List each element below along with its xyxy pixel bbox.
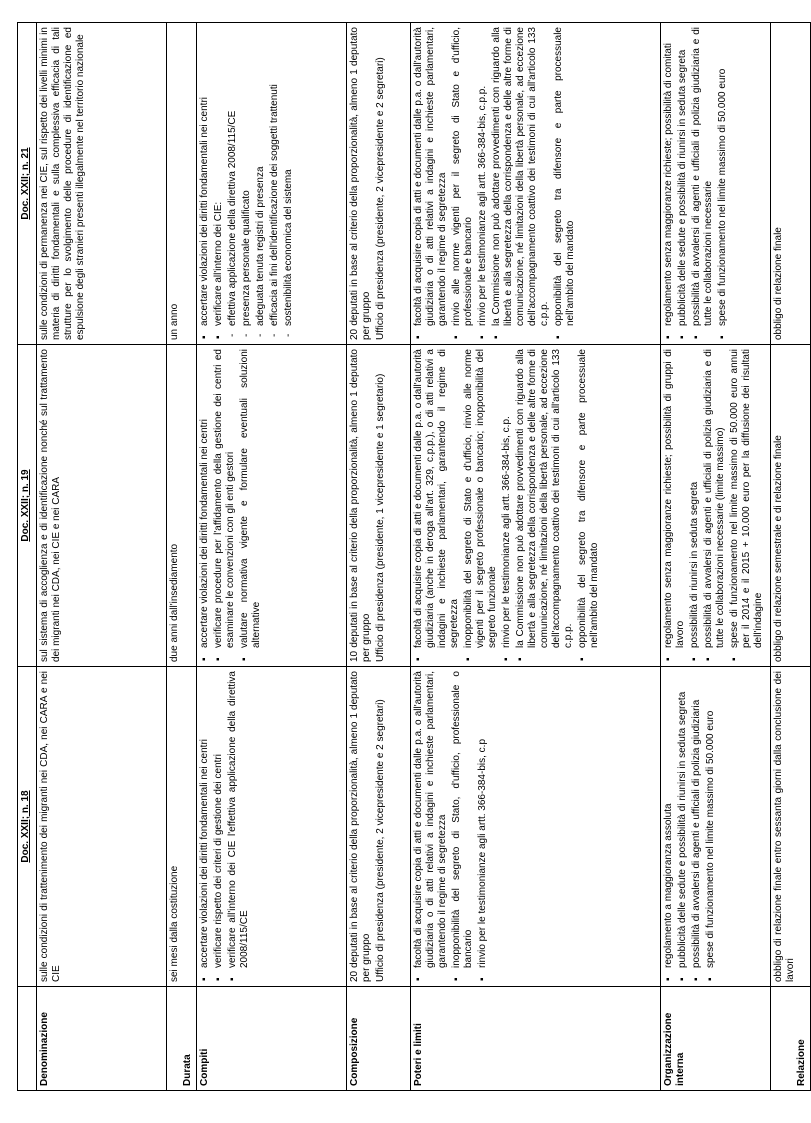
- list-item: ▪ possibilità di avvalersi di agenti e ufficiali di polizia giudiziaria e di tutte le collaborazioni necessarie (limite massimo): [703, 349, 727, 662]
- row-label: Durata: [167, 987, 197, 1091]
- list-item: ▪ opponibilità del segreto tra difensore e parte processuale nell'ambito del mandato: [577, 349, 601, 662]
- list-item: ▪ verificare procedure per l'affidamento della gestione dei centri ed esaminare le convenzioni con gli enti gestori: [213, 349, 237, 662]
- bullet-list: [663, 671, 717, 982]
- list-item: ▪ la Commissione non può adottare provvedimenti con riguardo alla libertà e alla segretezza della corrispondenza e delle altre forme di comunicazione, né limitazioni della libertà personale, ad eccezione dell'accompagnamento coattivo dei testimoni di cui all'articolo 133 c.p.p.: [491, 27, 551, 340]
- header-row: [18, 23, 37, 1091]
- cell-doc-21: obbligo di relazione finale: [771, 23, 811, 345]
- cell-doc-19: [411, 345, 661, 667]
- list-item: ▪ regolamento senza maggioranze richieste; possibilità di gruppi di lavoro: [663, 349, 687, 662]
- cell-doc-18: [411, 667, 661, 987]
- list-item: ▪ verificare all'interno dei CIE l'effettiva applicazione della direttiva 2008/115/CE: [227, 671, 251, 982]
- list-item: ▪ verificare rispetto dei criteri di gestione dei centri: [213, 671, 225, 982]
- list-item: ▪ inopponibilità del segreto di Stato e d'ufficio, rinvio alle norme vigenti per il segreto professionale o bancario; inopponibilità del segreto funzionale: [463, 349, 499, 662]
- sub-list-item: - sostenibilità economica del sistema: [283, 27, 295, 340]
- paragraph: 10 deputati in base al criterio della proporzionalità, almeno 1 deputato per gruppo: [349, 349, 372, 662]
- list-item: ▪ accertare violazioni dei diritti fondamentali nei centri: [199, 27, 211, 340]
- cell-doc-21: [347, 23, 411, 345]
- cell-doc-21: [411, 23, 661, 345]
- list-item: ▪ pubblicità delle sedute e possibilità di riunirsi in seduta segreta: [677, 27, 689, 340]
- paragraph: 20 deputati in base al criterio della proporzionalità, almeno 1 deputato per gruppo: [349, 671, 372, 982]
- list-item: ▪ possibilità di riunirsi in seduta segreta: [689, 349, 701, 662]
- list-item: ▪ la Commissione non può adottare provvedimenti con riguardo alla libertà e alla segretezza della corrispondenza e delle altre forme di comunicazione, né limitazioni della libertà personale, ad eccezione dell'accompagnamento coattivo dei testimoni di cui all'articolo 133 c.p.p.: [515, 349, 575, 662]
- list-item: ▪ facoltà di acquisire copia di atti e documenti dalle p.a. o dall'autorità giudiziaria o di atti relativi a indagini e inchieste parlamentari, garantendo il regime di segretezza: [413, 27, 449, 340]
- list-item: ▪ accertare violazioni dei diritti fondamentali nei centri: [199, 349, 211, 662]
- paragraph: Ufficio di presidenza (presidente, 1 vicepresidente e 1 segretario): [375, 373, 386, 662]
- list-item: ▪ spese di funzionamento nel limite massimo di 50.000 euro: [705, 671, 717, 982]
- list-item: ▪ regolamento a maggioranza assoluta: [663, 671, 675, 982]
- row-label: Relazione: [771, 987, 811, 1091]
- cell-doc-19: obbligo di relazione semestrale e di relazione finale: [771, 345, 811, 667]
- bullet-list: [413, 671, 489, 982]
- row-label: Organizzazione interna: [661, 987, 771, 1091]
- cell-doc-19: [661, 345, 771, 667]
- list-item: ▪ rinvio per le testimonianze agli artt. 366-384-bis, c.p.p.: [477, 27, 489, 340]
- cell-doc-19: [347, 345, 411, 667]
- cell-doc-18: [347, 667, 411, 987]
- bullet-list: [413, 27, 577, 340]
- sub-list-item: - effettiva applicazione della direttiva 2008/115/CE: [227, 27, 239, 340]
- cell-doc-19: [197, 345, 347, 667]
- list-item: ▪ rinvio per le testimonianze agli artt. 366-384-bis, c.p.: [501, 349, 513, 662]
- bullet-list: [663, 27, 729, 340]
- list-item: ▪ regolamento senza maggioranze richieste; possibilità di comitati: [663, 27, 675, 340]
- row-relazione: [771, 23, 811, 1091]
- cell-doc-18: sulle condizioni di trattenimento dei migranti nei CDA, nei CARA e nei CIE: [37, 667, 167, 987]
- list-item: ▪ possibilità di avvalersi di agenti e ufficiali di polizia giudiziaria e di tutte le collaborazioni necessarie: [691, 27, 715, 340]
- row-compiti: [197, 23, 347, 1091]
- cell-doc-18: sei mesi dalla costituzione: [167, 667, 197, 987]
- corner-cell: [18, 987, 37, 1091]
- bullet-list: [413, 349, 601, 662]
- row-organizzazione: [661, 23, 771, 1091]
- list-item: ▪ spese di funzionamento nel limite massimo di 50.000 euro annui per il 2014 e il 2015 + 10.000 euro per la diffusione dei risultati dell'indagine: [729, 349, 765, 662]
- list-item: ▪ opponibilità del segreto tra difensore e parte processuale nell'ambito del mandato: [553, 27, 577, 340]
- comparison-table: [17, 22, 811, 1091]
- row-composizione: [347, 23, 411, 1091]
- list-item: ▪ pubblicità delle sedute e possibilità di riunirsi in seduta segreta: [677, 671, 689, 982]
- list-item: ▪ rinvio per le testimonianze agli artt. 366-384-bis, c.p: [477, 671, 489, 982]
- row-label: Compiti: [197, 987, 347, 1091]
- cell-doc-18: [661, 667, 771, 987]
- cell-doc-21: un anno: [167, 23, 197, 345]
- bullet-list: [199, 27, 225, 340]
- list-item: ▪ rinvio alle norme vigenti per il segreto di Stato e d'ufficio, professionale e bancario: [451, 27, 475, 340]
- list-item: ▪ spese di funzionamento nel limite massimo di 50.000 euro: [717, 27, 729, 340]
- column-header-doc-18: Doc. XXII; n. 18: [18, 667, 37, 987]
- list-item: ▪ valutare normativa vigente e formulare eventuali soluzioni alternative: [239, 349, 263, 662]
- row-poteri: [411, 23, 661, 1091]
- paragraph: Ufficio di presidenza (presidente, 2 vicepresidente e 2 segretari): [375, 57, 386, 340]
- row-label: Denominazione: [37, 987, 167, 1091]
- cell-doc-18: [197, 667, 347, 987]
- column-header-doc-21: Doc. XXII; n. 21: [18, 23, 37, 345]
- sub-list-item: - adeguata tenuta registri di presenza: [255, 27, 267, 340]
- cell-doc-18: obbligo di relazione finale entro sessanta giorni dalla conclusione dei lavori: [771, 667, 811, 987]
- list-item: ▪ verificare all'interno dei CIE:: [213, 27, 225, 340]
- row-durata: [167, 23, 197, 1091]
- list-item: ▪ facoltà di acquisire copia di atti e documenti dalle p.a. o all'autorità giudiziaria o di atti relativi a indagini e inchieste parlamentari, garantendo il regime di segretezza: [413, 671, 449, 982]
- cell-doc-19: sul sistema di accoglienza e di identificazione nonché sul trattamento dei migranti nei CDA, nei CIE e nei CARA: [37, 345, 167, 667]
- list-item: ▪ inopponibilità del segreto di Stato, d'ufficio, professionale o bancario: [451, 671, 475, 982]
- cell-doc-21: sulle condizioni di permanenza nei CIE, sul rispetto dei livelli minimi in materia di diritti fondamentali e sulla complessiva efficacia di tali strutture per lo svolgimento delle procedure di identificazione ed espulsione degli stranieri presenti illegalmente nel territorio nazionale: [37, 23, 167, 345]
- column-header-doc-19: Doc. XXII; n. 19: [18, 345, 37, 667]
- paragraph: Ufficio di presidenza (presidente, 2 vicepresidente e 2 segretari): [375, 699, 386, 982]
- row-denominazione: [37, 23, 167, 1091]
- bullet-list: [663, 349, 765, 662]
- sub-list: [227, 27, 295, 340]
- list-item: ▪ accertare violazioni dei diritti fondamentali nei centri: [199, 671, 211, 982]
- bullet-list: [199, 671, 251, 982]
- list-item: ▪ possibilità di avvalersi di agenti e ufficiali di polizia giudiziaria: [691, 671, 703, 982]
- row-label: Poteri e limiti: [411, 987, 661, 1091]
- row-label: Composizione: [347, 987, 411, 1091]
- paragraph: 20 deputati in base al criterio della proporzionalità, almeno 1 deputato per gruppo: [349, 27, 372, 340]
- cell-doc-21: [661, 23, 771, 345]
- list-item: ▪ facoltà di acquisire copia di atti e documenti dalle p.a. o dall'autorità giudiziaria (anche in deroga all'art. 329, c.p.p.), o di atti relativi a indagini e inchieste parlamentari, garantendo il regime di segretezza: [413, 349, 461, 662]
- sub-list-item: - presenza personale qualificato: [241, 27, 253, 340]
- bullet-list: [199, 349, 263, 662]
- cell-doc-19: due anni dall'insediamento: [167, 345, 197, 667]
- cell-doc-21: [197, 23, 347, 345]
- sub-list-item: - efficacia ai fini dell'identificazione dei soggetti trattenuti: [269, 27, 281, 340]
